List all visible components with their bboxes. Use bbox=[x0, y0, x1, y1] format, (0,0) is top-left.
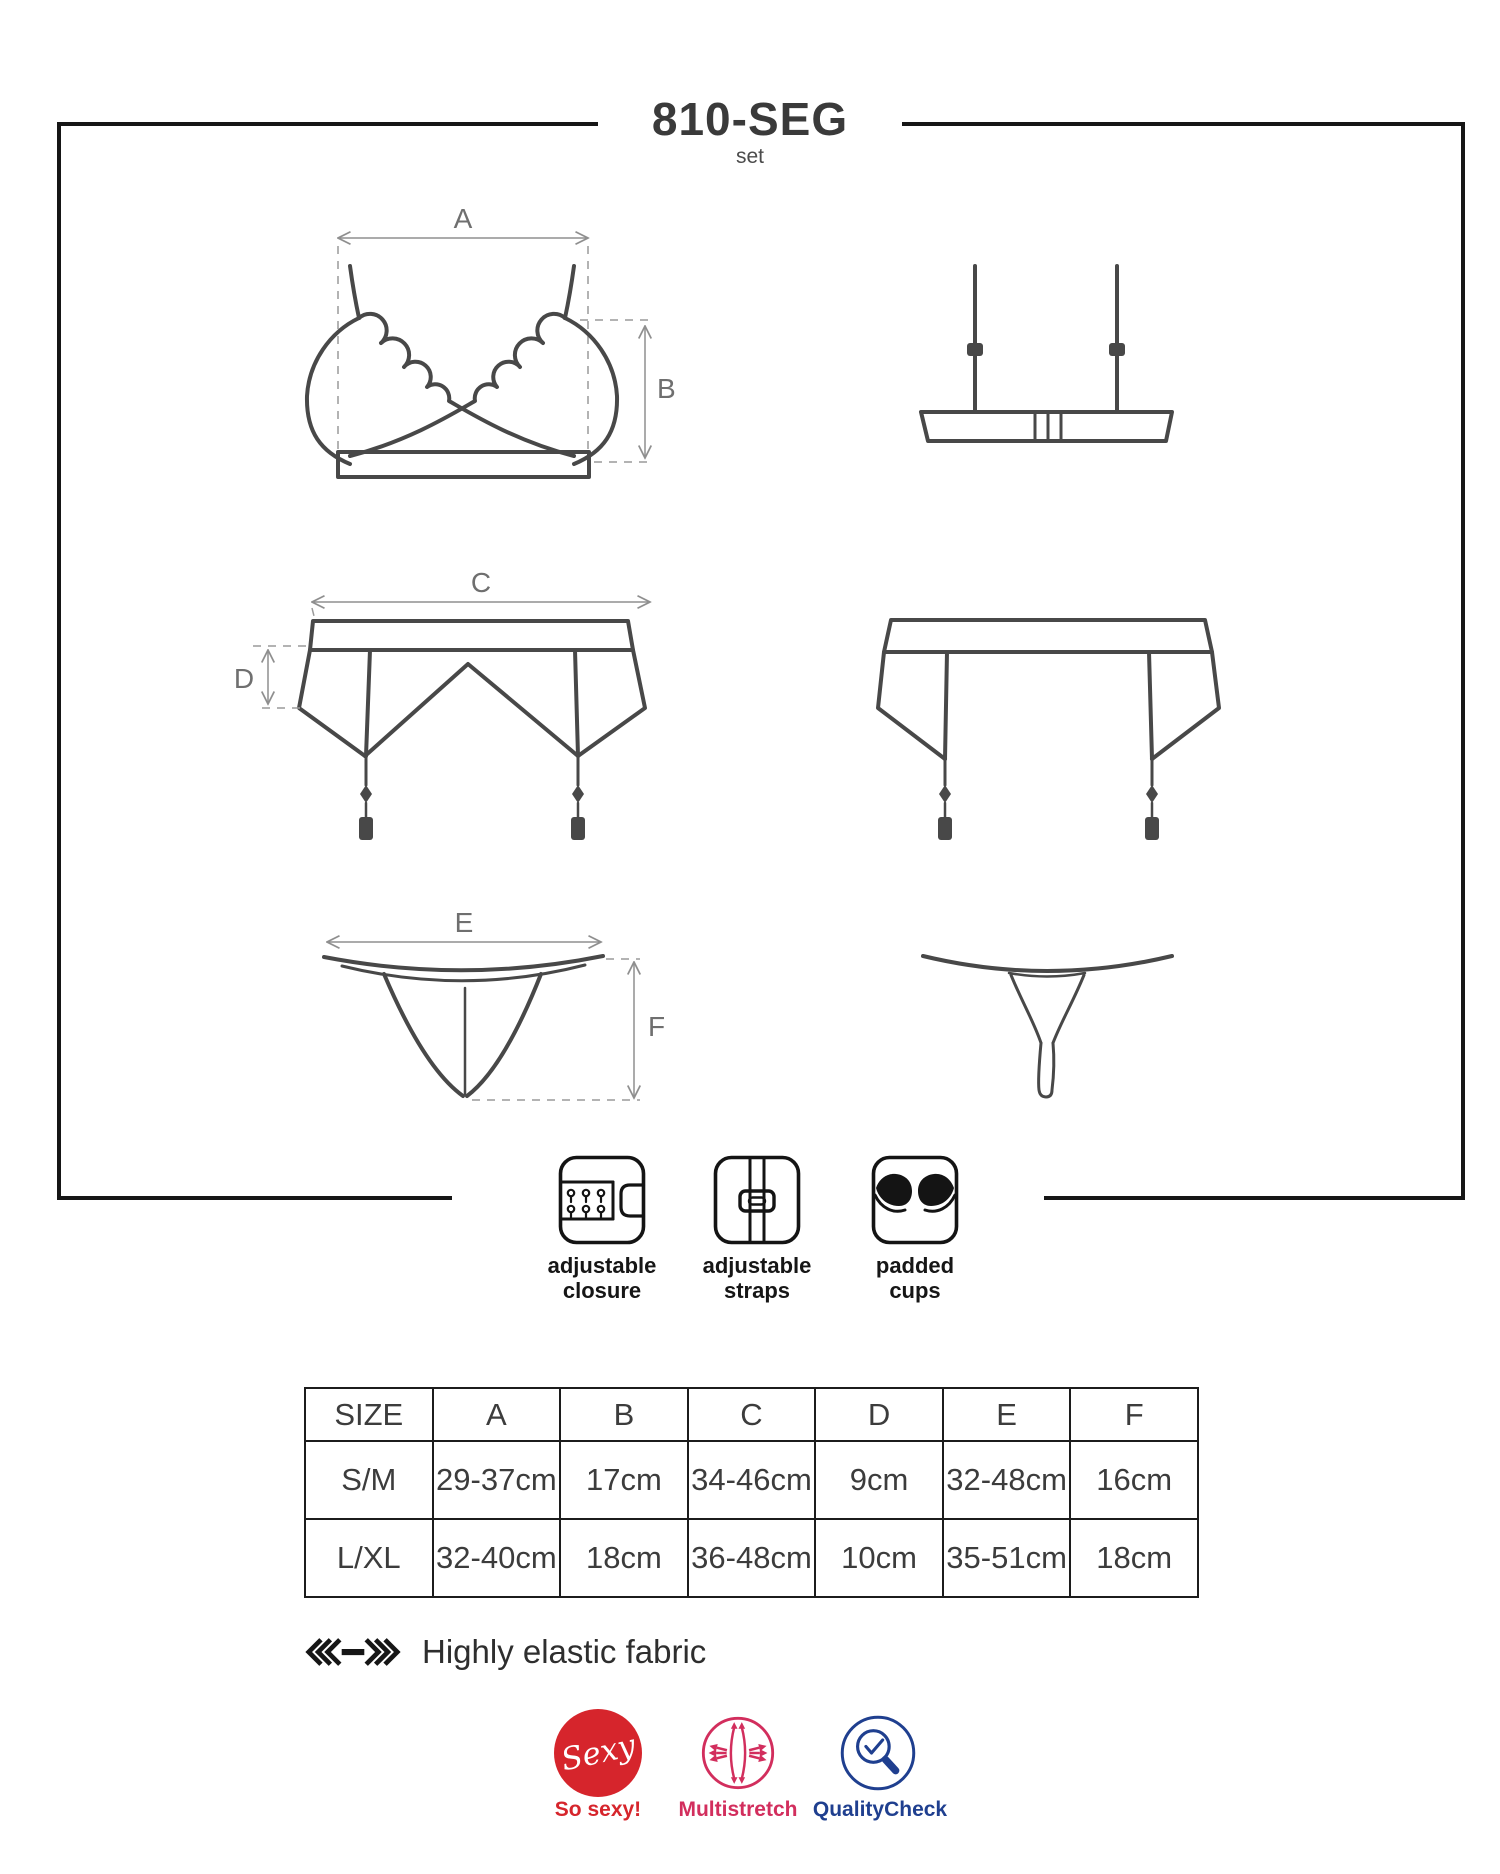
multistretch-label: Multistretch bbox=[678, 1798, 798, 1821]
sexy-stamp-text: Sexy bbox=[557, 1727, 639, 1779]
dim-e-label: E bbox=[454, 907, 474, 938]
thong-front-drawing bbox=[324, 907, 665, 1100]
col-header-d: D bbox=[815, 1388, 943, 1441]
quality-check-icon bbox=[839, 1714, 917, 1792]
bra-back-drawing bbox=[921, 266, 1172, 441]
size-table bbox=[304, 1387, 1199, 1598]
size-cell: L/XL bbox=[305, 1519, 433, 1597]
garter-back-drawing bbox=[878, 620, 1219, 840]
page-title: 810-SEG bbox=[651, 93, 849, 145]
value-cell: 29-37cm bbox=[433, 1441, 561, 1519]
col-header-size: SIZE bbox=[305, 1388, 433, 1441]
hook-eye-closure-icon bbox=[558, 1155, 646, 1245]
page-subtitle: set bbox=[735, 145, 764, 168]
multistretch-icon bbox=[700, 1715, 776, 1791]
garter-clip bbox=[938, 817, 952, 840]
feature-label bbox=[517, 1253, 687, 1303]
col-header-e: E bbox=[943, 1388, 1071, 1441]
value-cell: 16cm bbox=[1070, 1441, 1198, 1519]
value-cell: 18cm bbox=[560, 1519, 688, 1597]
value-cell: 36-48cm bbox=[688, 1519, 816, 1597]
feature-label-line1: adjustable bbox=[702, 1253, 812, 1278]
value-cell: 9cm bbox=[815, 1441, 943, 1519]
strap-slider bbox=[967, 343, 983, 356]
garter-clip bbox=[359, 817, 373, 840]
strap-slider bbox=[1109, 343, 1125, 356]
bra-front-drawing bbox=[307, 203, 676, 477]
garter-clip bbox=[1145, 817, 1159, 840]
strap-slider-icon bbox=[713, 1155, 801, 1245]
feature-label-line2: cups bbox=[889, 1278, 941, 1303]
feature-adjustable-straps bbox=[672, 1155, 842, 1303]
feature-icons-row bbox=[0, 1155, 1500, 1315]
feature-label-line1: padded bbox=[875, 1253, 955, 1278]
table-row-sm bbox=[305, 1441, 1198, 1519]
padded-cups-icon bbox=[871, 1155, 959, 1245]
thong-back-drawing bbox=[923, 956, 1172, 1097]
value-cell: 32-40cm bbox=[433, 1519, 561, 1597]
fabric-note bbox=[304, 1630, 706, 1674]
feature-label-line2: closure bbox=[562, 1278, 642, 1303]
dim-b-label: B bbox=[657, 373, 676, 404]
feature-padded-cups bbox=[830, 1155, 1000, 1303]
stretch-arrows-icon bbox=[304, 1633, 402, 1671]
sexy-stamp-icon bbox=[554, 1709, 642, 1797]
col-header-b: B bbox=[560, 1388, 688, 1441]
value-cell: 17cm bbox=[560, 1441, 688, 1519]
dim-a-label: A bbox=[453, 203, 473, 234]
table-row-lxl bbox=[305, 1519, 1198, 1597]
size-table-header-row bbox=[305, 1388, 1198, 1441]
qualitycheck-label: QualityCheck bbox=[812, 1798, 948, 1821]
col-header-a: A bbox=[433, 1388, 561, 1441]
feature-label bbox=[830, 1253, 1000, 1303]
value-cell: 35-51cm bbox=[943, 1519, 1071, 1597]
feature-label-line2: straps bbox=[723, 1278, 791, 1303]
col-header-f: F bbox=[1070, 1388, 1198, 1441]
garter-clip bbox=[571, 817, 585, 840]
garter-front-drawing bbox=[234, 567, 650, 840]
feature-label-line1: adjustable bbox=[547, 1253, 657, 1278]
col-header-c: C bbox=[688, 1388, 816, 1441]
value-cell: 10cm bbox=[815, 1519, 943, 1597]
value-cell: 34-46cm bbox=[688, 1441, 816, 1519]
dim-f-label: F bbox=[648, 1011, 666, 1042]
feature-label bbox=[672, 1253, 842, 1303]
so-sexy-label: So sexy! bbox=[554, 1798, 642, 1821]
dim-c-label: C bbox=[470, 567, 492, 598]
dim-d-label: D bbox=[233, 663, 255, 694]
value-cell: 32-48cm bbox=[943, 1441, 1071, 1519]
value-cell: 18cm bbox=[1070, 1519, 1198, 1597]
size-cell: S/M bbox=[305, 1441, 433, 1519]
fabric-note-text: Highly elastic fabric bbox=[422, 1633, 707, 1670]
feature-adjustable-closure bbox=[517, 1155, 687, 1303]
